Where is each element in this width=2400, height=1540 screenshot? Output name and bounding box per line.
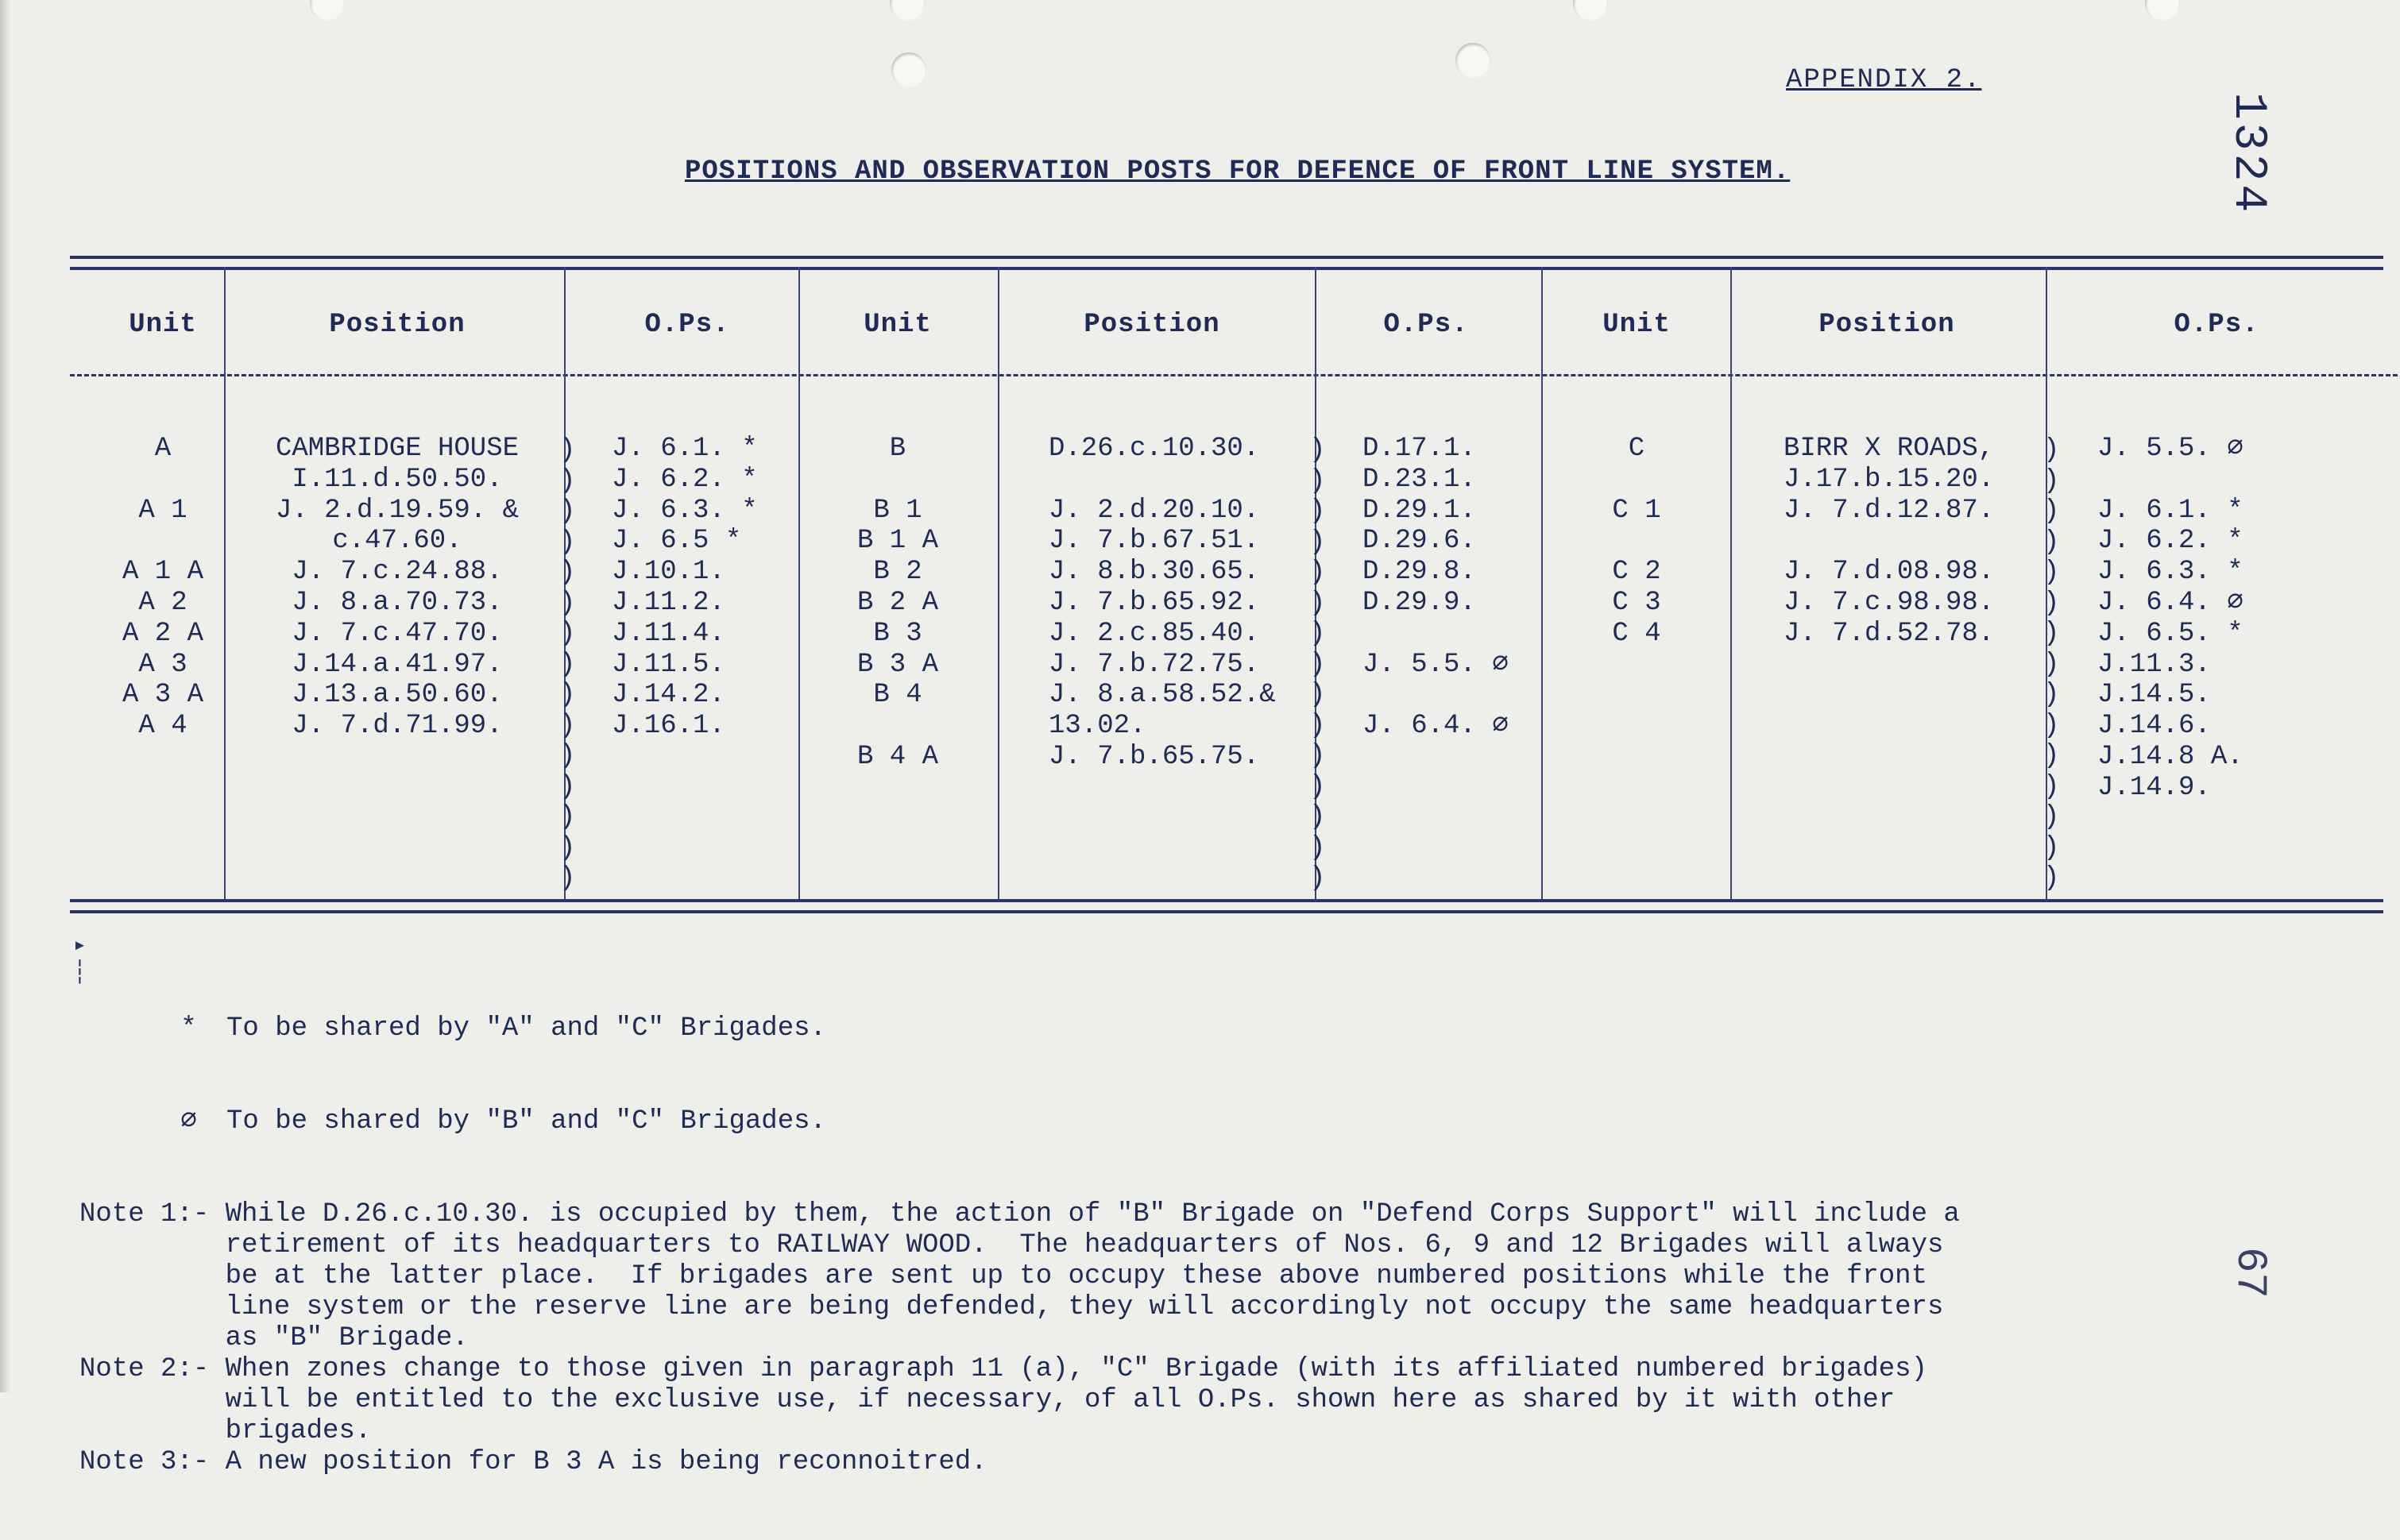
column-header: Position (1084, 310, 1220, 340)
table-cell-ops: D.29.6. (1362, 526, 1476, 557)
table-cell-position: 13.02. (1049, 711, 1146, 742)
column-header: O.Ps. (1383, 310, 1469, 340)
table-cell-position: J. 7.b.67.51. (1049, 526, 1260, 557)
table-cell-position: BIRR X ROADS, (1784, 434, 1995, 464)
archive-number: 1324 (2222, 92, 2274, 216)
column-divider (798, 267, 800, 899)
legend-slash: ∅ To be shared by "B" and "C" Brigades. (180, 1106, 826, 1137)
table-cell-ops: J. 5.5. ∅ (2097, 434, 2243, 464)
table-cell-unit: B 3 (873, 618, 922, 649)
column-header: O.Ps. (2174, 310, 2259, 340)
table-cell-ops: D.29.1. (1362, 495, 1476, 526)
note-line: line system or the reserve line are being defended, they will accordingly not occupy the same headquarters (79, 1292, 1944, 1322)
column-divider (1730, 267, 1732, 899)
table-cell-ops: J. 6.1. * (2097, 495, 2243, 526)
table-cell-position: J. 7.c.24.88. (292, 557, 503, 588)
table-bottom-rule (70, 899, 2383, 913)
column-header: Unit (1602, 310, 1671, 340)
punch-hole (310, 0, 345, 21)
table-cell-unit: B 1 A (856, 526, 939, 557)
page-number: 67 (2225, 1247, 2274, 1299)
note-line: be at the latter place. If brigades are sent up to occupy these above numbered positions while the front (79, 1261, 1927, 1291)
note-line: Note 1:- While D.26.c.10.30. is occupied by them, the action of "B" Brigade on "Defend Corps Support" will include a (79, 1199, 1960, 1229)
table-cell-ops: J. 6.4. ∅ (1362, 711, 1509, 742)
table-cell-ops: J. 6.5. * (2097, 618, 2243, 649)
table-cell-position: CAMBRIDGE HOUSE (275, 434, 520, 464)
notes-section (79, 951, 1960, 1540)
table-cell-position: J. 7.d.71.99. (292, 711, 503, 742)
punch-hole (2145, 0, 2180, 21)
table-cell-ops: J. 5.5. ∅ (1362, 649, 1509, 680)
table-cell-ops: D.29.9. (1362, 588, 1476, 618)
appendix-label: APPENDIX 2. (1786, 65, 1982, 95)
table-cell-unit: C (1628, 434, 1645, 464)
table-cell-ops: J.11.3. (2097, 649, 2211, 680)
table-cell-position: J. 8.a.70.73. (292, 588, 503, 618)
table-cell-unit: B 2 (873, 557, 922, 588)
table-cell-unit: C 2 (1612, 557, 1661, 588)
table-cell-position: J. 7.b.65.92. (1049, 588, 1260, 618)
table-cell-position: D.26.c.10.30. (1049, 434, 1260, 464)
table-cell-ops: J.14.9. (2097, 772, 2211, 803)
table-cell-unit: C 3 (1612, 588, 1661, 618)
bracket-column: ) ) ) ) ) ) ) ) ) ) ) ) ) ) ) (559, 435, 576, 894)
table-cell-ops: J. 6.3. * (2097, 557, 2243, 588)
column-header: Position (329, 310, 466, 340)
column-divider (1541, 267, 1543, 899)
table-cell-ops: J. 6.4. ∅ (2097, 588, 2243, 618)
table-cell-ops: J. 6.2. * (2097, 526, 2243, 557)
margin-mark: ▸ ┆ (73, 934, 87, 986)
table-cell-ops: D.23.1. (1362, 464, 1476, 495)
table-cell-position: J. 7.d.52.78. (1784, 618, 1995, 649)
table-cell-position: J. 2.d.20.10. (1049, 495, 1260, 526)
note-line: Note 3:- A new position for B 3 A is being reconnoitred. (79, 1447, 987, 1477)
table-cell-position: J.14.a.41.97. (292, 649, 503, 680)
header-rule (70, 374, 2398, 376)
table-cell-unit: C 4 (1612, 618, 1661, 649)
table-cell-position: J. 2.c.85.40. (1049, 618, 1260, 649)
table-cell-ops: J. 6.2. * (612, 464, 758, 495)
table-cell-unit: B 1 (873, 495, 922, 526)
table-cell-unit: A 3 A (122, 680, 204, 711)
bracket-column: ) ) ) ) ) ) ) ) ) ) ) ) ) ) ) (2043, 435, 2060, 894)
note-line: as "B" Brigade. (79, 1323, 469, 1353)
note-line: retirement of its headquarters to RAILWAY WOOD. The headquarters of Nos. 6, 9 and 12 Brigades will always (79, 1230, 1944, 1260)
table-cell-ops: J.14.5. (2097, 680, 2211, 711)
table-cell-position: J. 7.b.65.75. (1049, 742, 1260, 772)
table-cell-position: J. 8.a.58.52.& (1049, 680, 1276, 711)
column-header: O.Ps. (644, 310, 730, 340)
table-cell-ops: J.11.4. (612, 618, 725, 649)
table-cell-unit: A (154, 434, 172, 464)
table-cell-position: J.17.b.15.20. (1784, 464, 1995, 495)
table-cell-unit: A 3 (138, 649, 187, 680)
table-cell-position: J. 7.b.72.75. (1049, 649, 1260, 680)
table-cell-unit: A 2 A (122, 618, 204, 649)
table-cell-ops: J.14.8 A. (2097, 742, 2243, 772)
table-cell-position: J. 7.d.12.87. (1784, 495, 1995, 526)
page-edge-shadow (0, 0, 11, 1392)
table-cell-position: J. 8.b.30.65. (1049, 557, 1260, 588)
table-cell-ops: J.11.2. (612, 588, 725, 618)
punch-hole (890, 0, 925, 21)
table-cell-position: J. 7.c.98.98. (1784, 588, 1995, 618)
table-cell-ops: D.17.1. (1362, 434, 1476, 464)
note-line: Note 2:- When zones change to those given in paragraph 11 (a), "C" Brigade (with its affiliated numbered brigades) (79, 1354, 1927, 1384)
column-header: Position (1818, 310, 1955, 340)
table-cell-ops: J.10.1. (612, 557, 725, 588)
document-title: POSITIONS AND OBSERVATION POSTS FOR DEFENCE OF FRONT LINE SYSTEM. (685, 156, 1791, 187)
table-cell-unit: B 3 A (856, 649, 939, 680)
table-cell-unit: A 1 A (122, 557, 204, 588)
note-line: will be entitled to the exclusive use, if necessary, of all O.Ps. shown here as shared by it with other (79, 1385, 1896, 1415)
table-cell-ops: D.29.8. (1362, 557, 1476, 588)
table-cell-position: I.11.d.50.50. (292, 464, 503, 495)
table-cell-unit: A 4 (138, 711, 187, 742)
table-cell-unit: A 2 (138, 588, 187, 618)
table-cell-unit: B 4 (873, 680, 922, 711)
table-cell-ops: J.14.6. (2097, 711, 2211, 742)
table-cell-position: J. 7.d.08.98. (1784, 557, 1995, 588)
table-cell-unit: B 2 A (856, 588, 939, 618)
table-cell-position: J. 7.c.47.70. (292, 618, 503, 649)
punch-hole (891, 52, 926, 87)
table-cell-unit: B 4 A (856, 742, 939, 772)
punch-hole (1455, 43, 1490, 78)
column-header: Unit (864, 310, 932, 340)
table-cell-ops: J.14.2. (612, 680, 725, 711)
table-cell-unit: A 1 (138, 495, 187, 526)
legend-star: * To be shared by "A" and "C" Brigades. (180, 1013, 826, 1044)
table-cell-ops: J. 6.3. * (612, 495, 758, 526)
column-header: Unit (129, 310, 197, 340)
bracket-column: ) ) ) ) ) ) ) ) ) ) ) ) ) ) ) (1309, 435, 1326, 894)
table-cell-unit: C 1 (1612, 495, 1661, 526)
table-cell-ops: J. 6.1. * (612, 434, 758, 464)
table-cell-ops: J. 6.5 * (612, 526, 742, 557)
punch-hole (1573, 0, 1608, 21)
table-top-rule (70, 256, 2383, 270)
table-cell-position: J. 2.d.19.59. & (275, 495, 520, 526)
table-cell-ops: J.11.5. (612, 649, 725, 680)
note-line: brigades. (79, 1416, 372, 1446)
table-cell-position: c.47.60. (332, 526, 462, 557)
table-cell-unit: B (889, 434, 906, 464)
table-cell-position: J.13.a.50.60. (292, 680, 503, 711)
table-cell-ops: J.16.1. (612, 711, 725, 742)
column-divider (998, 267, 999, 899)
